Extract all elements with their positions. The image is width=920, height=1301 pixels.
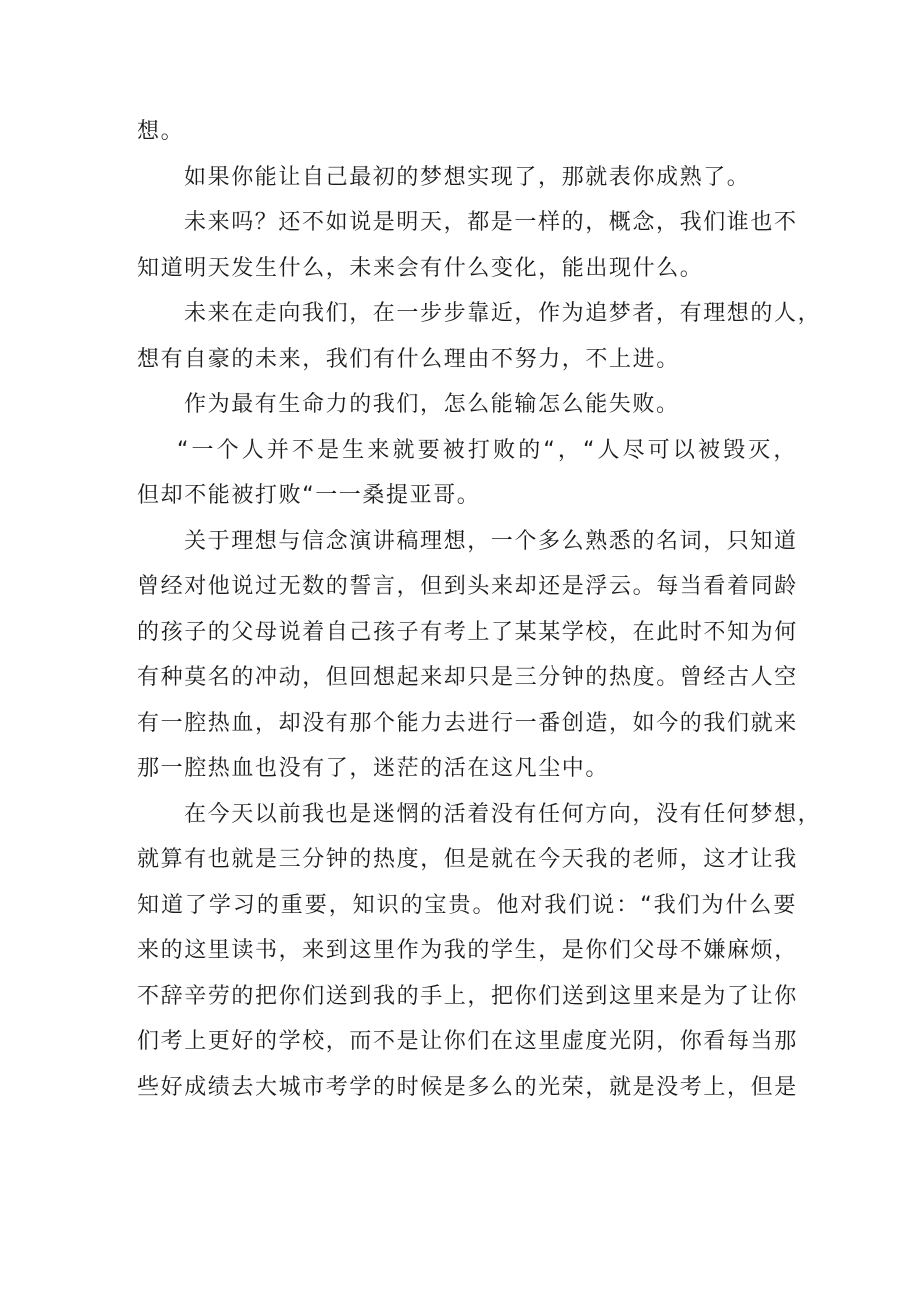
text-line: 知道明天发生什么，未来会有什么变化，能出现什么。 — [137, 255, 704, 281]
text-line: 的孩子的父母说着自己孩子有考上了某某学校，在此时不知为何 — [137, 619, 798, 645]
text-line: 有种莫名的冲动，但回想起来却只是三分钟的热度。曾经古人空 — [137, 665, 798, 690]
text-line: 们考上更好的学校，而不是让你们在这里虚度光阴，你看每当那 — [137, 1029, 798, 1054]
text-line: 知道了学习的重要，知识的宝贵。他对我们说：“我们为什么要 — [137, 892, 797, 918]
text-line: 想有自豪的未来，我们有什么理由不努力，不上进。 — [137, 346, 680, 372]
text-line: 在今天以前我也是迷惘的活着没有任何方向，没有任何梦想， — [184, 801, 822, 827]
text-line: 如果你能让自己最初的梦想实现了，那就表你成熟了。 — [184, 164, 751, 190]
text-line: 来的这里读书，来到这里作为我的学生，是你们父母不嫌麻烦， — [137, 938, 798, 963]
text-line: 曾经对他说过无数的誓言，但到头来却还是浮云。每当看着同龄 — [137, 574, 798, 599]
text-line: 作为最有生命力的我们，怎么能输怎么能失败。 — [184, 392, 680, 417]
text-line: 关于理想与信念演讲稿理想，一个多么熟悉的名词，只知道 — [184, 528, 798, 554]
text-line: 就算有也就是三分钟的热度，但是就在今天我的老师，这才让我 — [137, 847, 798, 872]
text-line: 未来在走向我们，在一步步靠近，作为追梦者，有理想的人， — [184, 301, 822, 326]
document-body — [137, 109, 822, 1110]
text-line: 未来吗？还不如说是明天，都是一样的，概念，我们谁也不 — [184, 210, 798, 235]
text-line: 不辞辛劳的把你们送到我的手上，把你们送到这里来是为了让你 — [137, 983, 798, 1009]
text-line: 想。 — [137, 119, 185, 144]
text-line: “一个人并不是生来就要被打败的“，“人尽可以被毁灭， — [177, 437, 797, 463]
text-line: 有一腔热血，却没有那个能力去进行一番创造，如今的我们就来 — [137, 710, 798, 736]
text-line: 但却不能被打败“一一桑提亚哥。 — [137, 483, 481, 508]
text-line: 些好成绩去大城市考学的时候是多么的光荣，就是没考上，但是 — [137, 1074, 798, 1100]
text-line: 那一腔热血也没有了，迷茫的活在这凡尘中。 — [137, 756, 610, 781]
